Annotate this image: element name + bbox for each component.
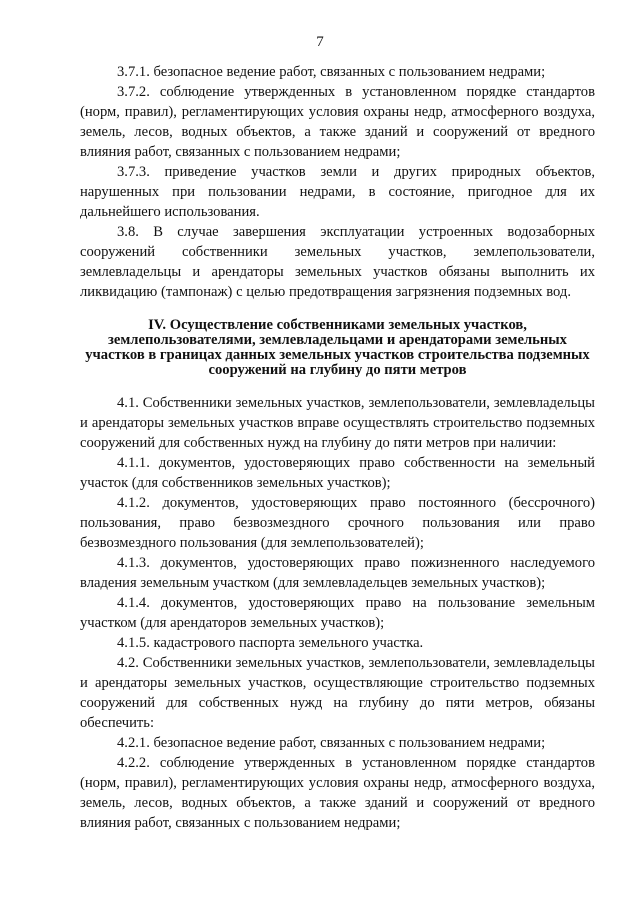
page-number: 7: [316, 34, 324, 50]
paragraph-4-1-4: 4.1.4. документов, удостоверяющих право на пользование земельным участком (для арендаторов земельных участков);: [80, 595, 595, 631]
paragraph-4-2-2: 4.2.2. соблюдение утвержденных в установленном порядке стандартов (норм, правил), регламентирующих условия охраны недр, атмосферного воздуха, земель, лесов, водных объектов, а также зданий и сооружений от вредного влияния работ, связанных с пользованием недрами;: [80, 755, 595, 831]
paragraph-3-7-3: 3.7.3. приведение участков земли и других природных объектов, нарушенных при пользовании недрами, в состояние, пригодное для их дальнейшего использования.: [80, 164, 595, 220]
paragraph-4-1-5: 4.1.5. кадастрового паспорта земельного участка.: [117, 635, 424, 651]
paragraph-3-7-2: 3.7.2. соблюдение утвержденных в установленном порядке стандартов (норм, правил), регламентирующих условия охраны недр, атмосферного воздуха, земель, лесов, водных объектов, а также зданий и сооружений от вредного влияния работ, связанных с пользованием недрами;: [80, 84, 595, 160]
section-heading-iv: IV. Осуществление собственниками земельных участков, землепользователями, землевладельцами и арендаторами земельных участков в границах данных земельных участков строительства подземных сооружений на глубину до пяти метров: [85, 317, 590, 378]
paragraph-4-1-2: 4.1.2. документов, удостоверяющих право постоянного (бессрочного) пользования, право безвозмездного срочного пользования или право безвозмездного пользования (для землепользователей);: [80, 495, 595, 551]
paragraph-4-1-3: 4.1.3. документов, удостоверяющих право пожизненного наследуемого владения земельным участком (для землевладельцев земельных участков);: [80, 555, 595, 591]
paragraph-3-8: 3.8. В случае завершения эксплуатации устроенных водозаборных сооружений собственники земельных участков, землепользователи, землевладельцы и арендаторы земельных участков обязаны выполнить их ликвидацию (тампонаж) с целью предотвращения загрязнения подземных вод.: [80, 224, 595, 300]
paragraph-4-2-1: 4.2.1. безопасное ведение работ, связанных с пользованием недрами;: [117, 735, 546, 751]
paragraph-4-2: 4.2. Собственники земельных участков, землепользователи, землевладельцы и арендаторы земельных участков, осуществляющие строительство подземных сооружений для собственных нужд на глубину до пяти метров, обязаны обеспечить:: [80, 655, 595, 731]
document-body: [80, 62, 595, 833]
paragraph-4-1-1: 4.1.1. документов, удостоверяющих право собственности на земельный участок (для собственников земельных участков);: [80, 455, 595, 491]
paragraph-3-7-1: 3.7.1. безопасное ведение работ, связанных с пользованием недрами;: [117, 64, 546, 80]
paragraph-4-1: 4.1. Собственники земельных участков, землепользователи, землевладельцы и арендаторы земельных участков вправе осуществлять строительство подземных сооружений для собственных нужд на глубину до пяти метров при наличии:: [80, 395, 595, 451]
